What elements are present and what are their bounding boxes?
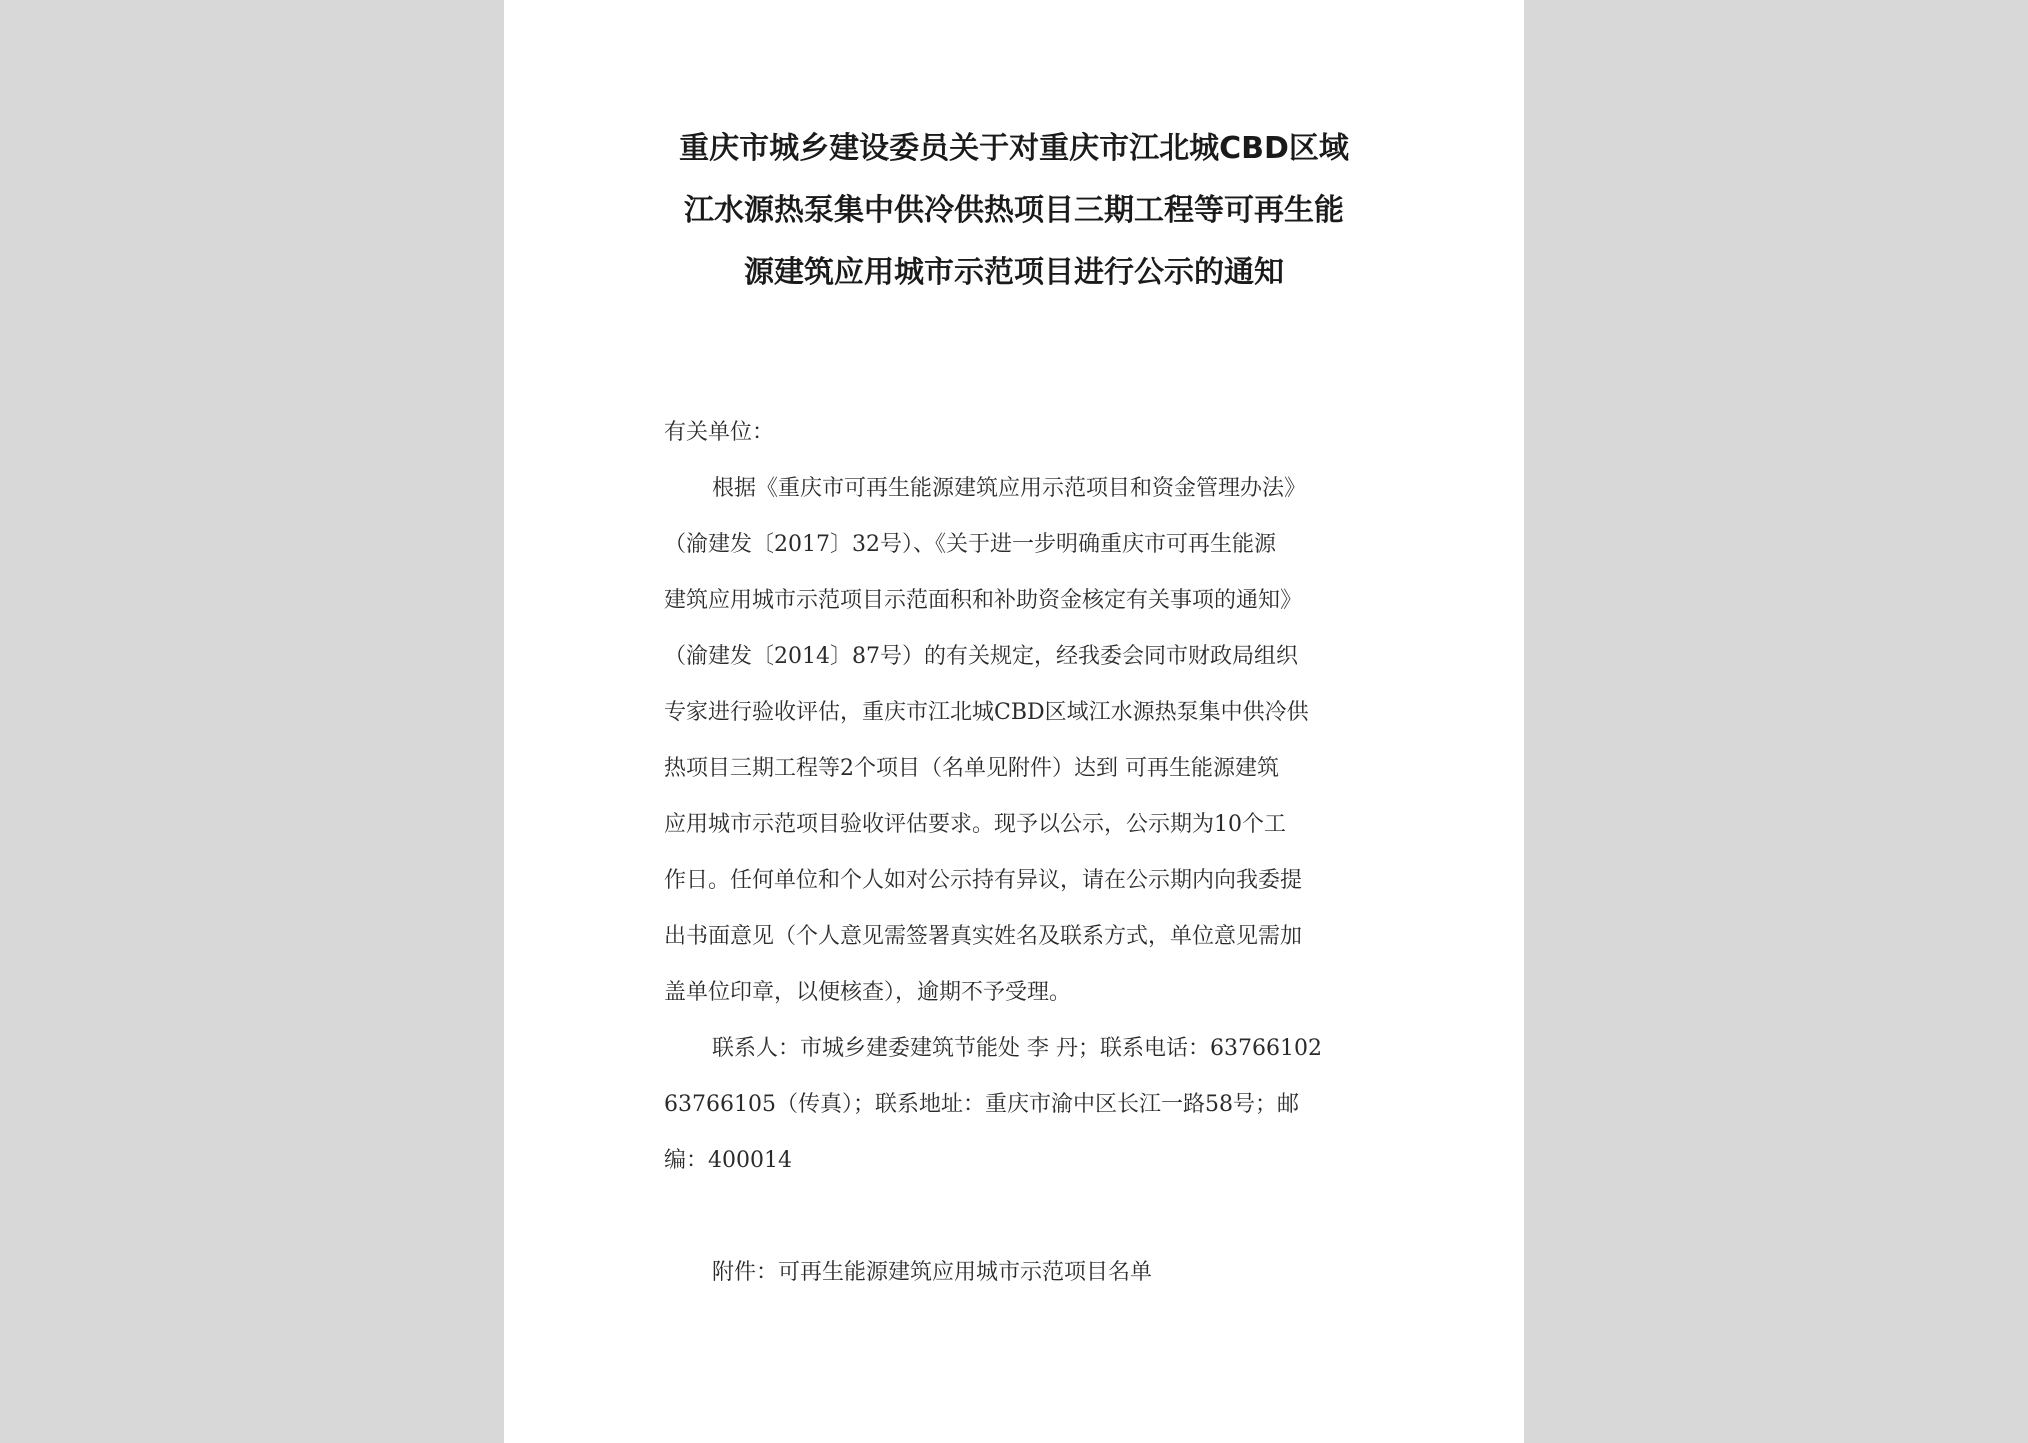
- body-line: （渝建发〔2017〕32号）、《关于进一步明确重庆市可再生能源: [664, 532, 1276, 557]
- salutation: 有关单位：: [664, 420, 775, 445]
- body-line: （渝建发〔2014〕87号）的有关规定，经我委会同市财政局组织: [664, 644, 1298, 669]
- title-line: 重庆市城乡建设委员关于对重庆市江北城CBD区域: [679, 131, 1349, 166]
- body-line: 应用城市示范项目验收评估要求。现予以公示，公示期为10个工: [664, 812, 1286, 837]
- body-line: 建筑应用城市示范项目示范面积和补助资金核定有关事项的通知》: [664, 588, 1303, 613]
- body-line: 出书面意见（个人意见需签署真实姓名及联系方式，单位意见需加: [664, 924, 1303, 949]
- contact-line: 编：400014: [664, 1148, 792, 1173]
- contact-line: 63766105（传真）；联系地址：重庆市渝中区长江一路58号；邮: [664, 1092, 1299, 1117]
- title-line: 源建筑应用城市示范项目进行公示的通知: [744, 255, 1284, 290]
- body-line: 热项目三期工程等2个项目（名单见附件）达到 可再生能源建筑: [664, 756, 1279, 781]
- body-line: 根据《重庆市可再生能源建筑应用示范项目和资金管理办法》: [712, 476, 1307, 501]
- contact-line: 联系人：市城乡建委建筑节能处 李 丹；联系电话：63766102: [712, 1036, 1322, 1061]
- document-title: [504, 118, 1524, 304]
- document-body: [664, 405, 1364, 1301]
- body-line: 专家进行验收评估，重庆市江北城CBD区域江水源热泵集中供冷供: [664, 700, 1309, 725]
- document-page: [504, 0, 1524, 1443]
- body-line: 盖单位印章，以便核查），逾期不予受理。: [664, 980, 1072, 1005]
- body-line: 作日。任何单位和个人如对公示持有异议，请在公示期内向我委提: [664, 868, 1303, 893]
- title-line: 江水源热泵集中供冷供热项目三期工程等可再生能: [684, 193, 1344, 228]
- attachment-line: 附件：可再生能源建筑应用城市示范项目名单: [712, 1260, 1153, 1285]
